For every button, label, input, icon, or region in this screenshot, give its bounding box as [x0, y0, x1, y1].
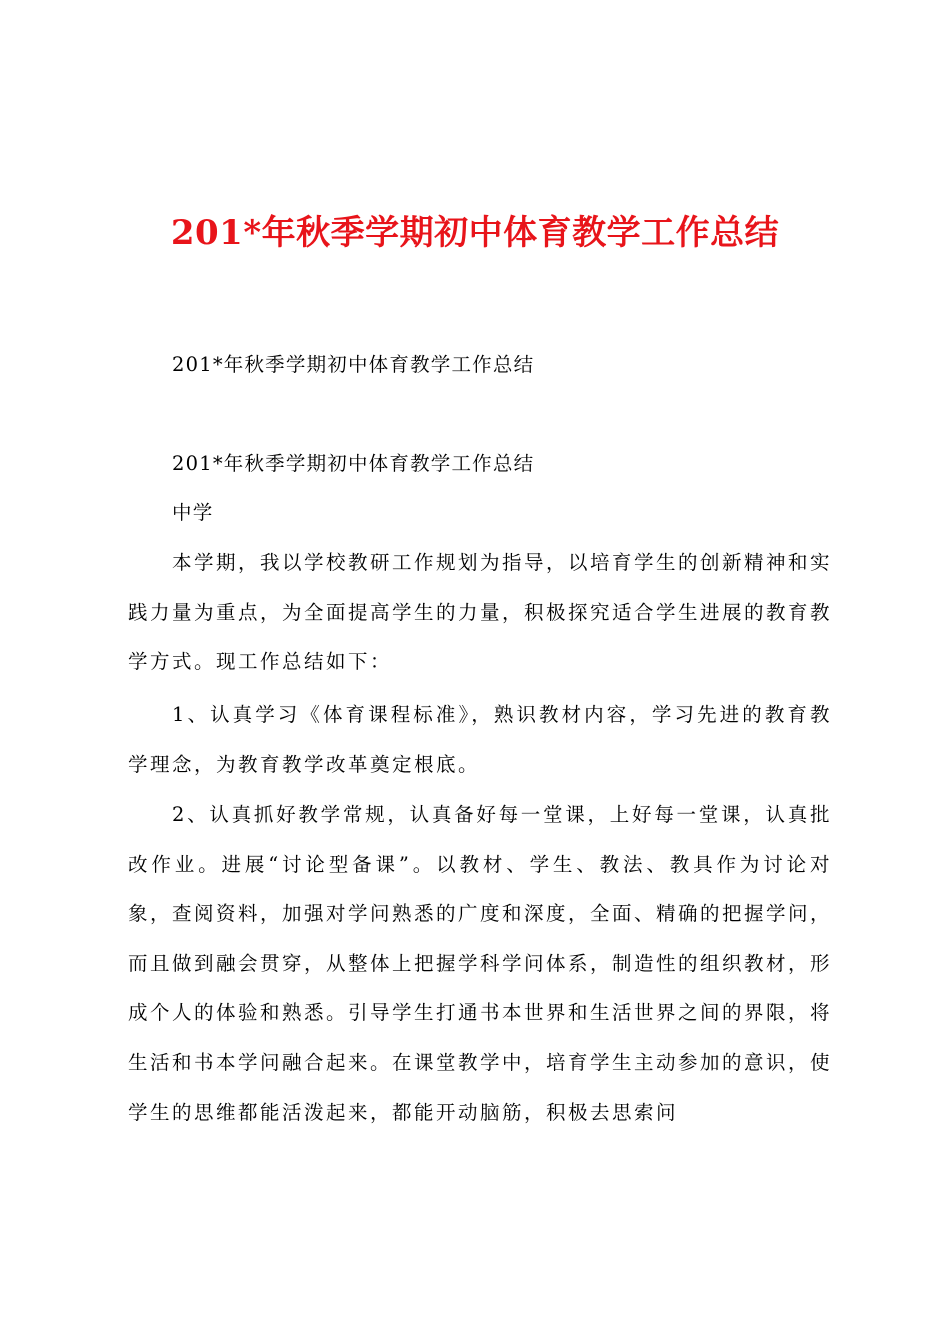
- paragraph-intro: 本学期，我以学校教研工作规划为指导，以培育学生的创新精神和实践力量为重点，为全面提高学生的力量，积极探究适合学生进展的教育教学方式。现工作总结如下：: [128, 551, 833, 674]
- document-title: 201*年秋季学期初中体育教学工作总结: [170, 213, 780, 253]
- repeated-title-line: 201*年秋季学期初中体育教学工作总结: [172, 452, 535, 475]
- school-label: 中学: [172, 501, 214, 524]
- repeated-title-line: 201*年秋季学期初中体育教学工作总结: [172, 353, 535, 376]
- paragraph-item-1: 1、认真学习《体育课程标准》，熟识教材内容，学习先进的教育教学理念，为教育教学改革奠定根底。: [128, 703, 832, 776]
- paragraph-item-2: 2、认真抓好教学常规，认真备好每一堂课，上好每一堂课，认真批改作业。进展“讨论型备课”。以教材、学生、教法、教具作为讨论对象，查阅资料，加强对学问熟悉的广度和深度，全面、精确的把握学问，而且做到融会贯穿，从整体上把握学科学问体系，制造性的组织教材，形成个人的体验和熟悉。引导学生打通书本世界和生活世界之间的界限，将生活和书本学问融合起来。在课堂教学中，培育学生主动参加的意识，使学生的思维都能活泼起来，都能开动脑筋，积极去思索问: [128, 803, 833, 1124]
